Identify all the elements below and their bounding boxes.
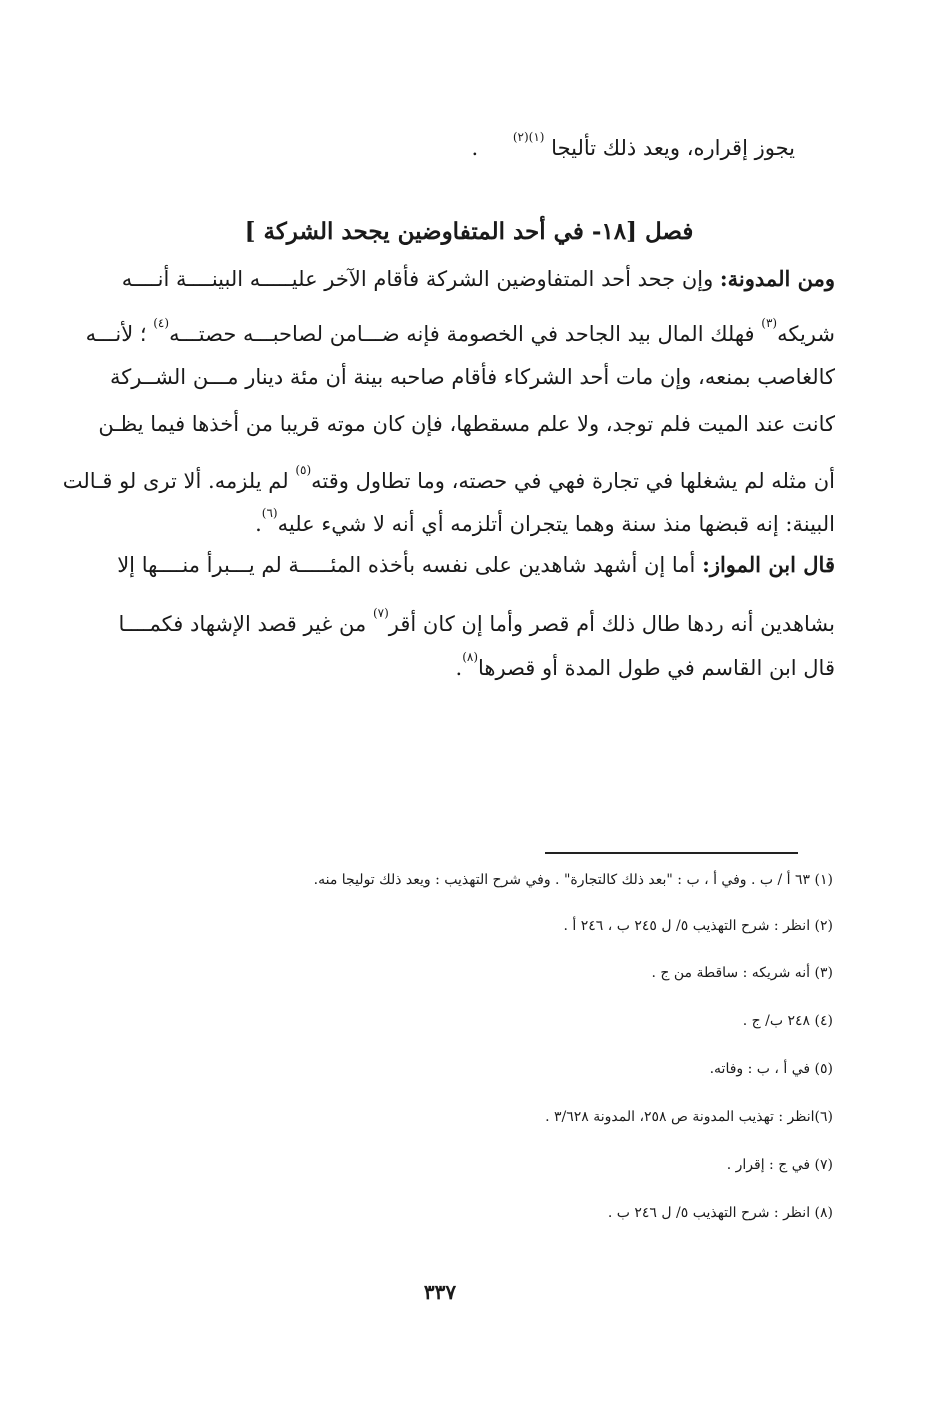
footnote-5: (٥) في أ ، ب : وفاته. [709,1061,833,1077]
footnote-ref-5: (٥) [295,463,312,477]
p2-line-3-end: . [455,656,463,680]
p2-line-2-part-b: من غير قصد الإشهاد فكمــــا [118,612,367,636]
p2-line-2-part-a: بشاهدين أنه ردها طال ذلك أم قصر وأما إن كان أقر [388,612,835,636]
p1-label: ومن المدونة: [719,266,835,291]
intro-end: . [471,136,479,160]
paragraph-2 [100,0,835,700]
section-heading: فصل [١٨- في أحد المتفاوضين يجحد الشركة ] [244,218,694,245]
footnote-2: (٢) انظر : شرح التهذيب ٥/ ل ٢٤٥ ب ، ٢٤٦ أ . [563,918,833,934]
footnote-1: (١) ٦٣ أ / ب . وفي أ ، ب : "بعد ذلك كالتجارة" . وفي شرح التهذيب : ويعد ذلك توليجا منه. [313,872,833,888]
p2-line-1-text: أما إن أشهد شاهدين على نفسه بأخذه المئـــــة لم يـــبرأ منــــها إلا [117,553,696,577]
p1-line-2-part-a: شريكه [777,322,835,346]
footnote-6: (٦)انظر : تهذيب المدونة ص ٢٥٨، المدونة ٣/٦٢٨ . [545,1109,833,1125]
p1-line-4: كانت عند الميت فلم توجد، ولا علم مسقطها، فإن كان موته قريبا من أخذها فيما يظـن [98,412,835,436]
p1-line-2-part-c: ؛ لأنـــه [85,322,147,346]
footnote-ref-4: (٤) [153,316,170,330]
footnote-8: (٨) انظر : شرح التهذيب ٥/ ل ٢٤٦ ب . [607,1205,833,1221]
footnote-ref-6: (٦) [261,506,278,520]
footnote-separator [545,852,798,854]
p2-line-3 [100,650,835,680]
footnote-3: (٣) أنه شريكه : ساقطة من ج . [651,965,833,981]
footnote-7: (٧) في ج : إقرار . [726,1157,833,1173]
p1-line-1-text: وإن جحد أحد المتفاوضين الشركة فأقام الآخر عليـــــه البينــــة أنــــه [121,267,714,291]
p1-line-3: كالغاصب بمنعه، وإن مات أحد الشركاء فأقام صاحبه بينة أن مئة دينار مـــن الشــركة [110,365,835,389]
footnote-ref-7: (٧) [372,606,389,620]
p1-line-5-part-a: أن مثله لم يشغلها في تجارة فهي في حصته، وما تطاول وقته [311,469,835,493]
p1-line-2-part-b: فهلك المال بيد الجاحد في الخصومة فإنه ضـــامن لصاحبـــه حصتـــه [169,322,755,346]
p2-line-2 [100,606,835,636]
p1-line-6-text: البينة: إنه قبضها منذ سنة وهما يتجران أتلزمه أي أنه لا شيء عليه [277,512,835,536]
p2-label: قال ابن المواز: [702,552,835,577]
page-number: ٣٣٧ [423,1280,457,1304]
footnote-4: (٤) ٢٤٨ ب/ ج . [742,1013,833,1029]
p2-line-3-text: قال ابن القاسم في طول المدة أو قصرها [478,656,835,680]
footnote-ref-8: (٨) [462,650,479,664]
p1-line-6-end: . [255,512,262,536]
intro-text: يجوز إقراره، ويعد ذلك تأليجا [551,136,795,160]
intro-footnote-refs: (١)(٢) [512,130,545,144]
p1-line-5-part-b: لم يلزمه. ألا ترى لو قـالت [62,469,289,493]
footnote-ref-3: (٣) [761,316,778,330]
p2-line-1 [100,552,835,577]
